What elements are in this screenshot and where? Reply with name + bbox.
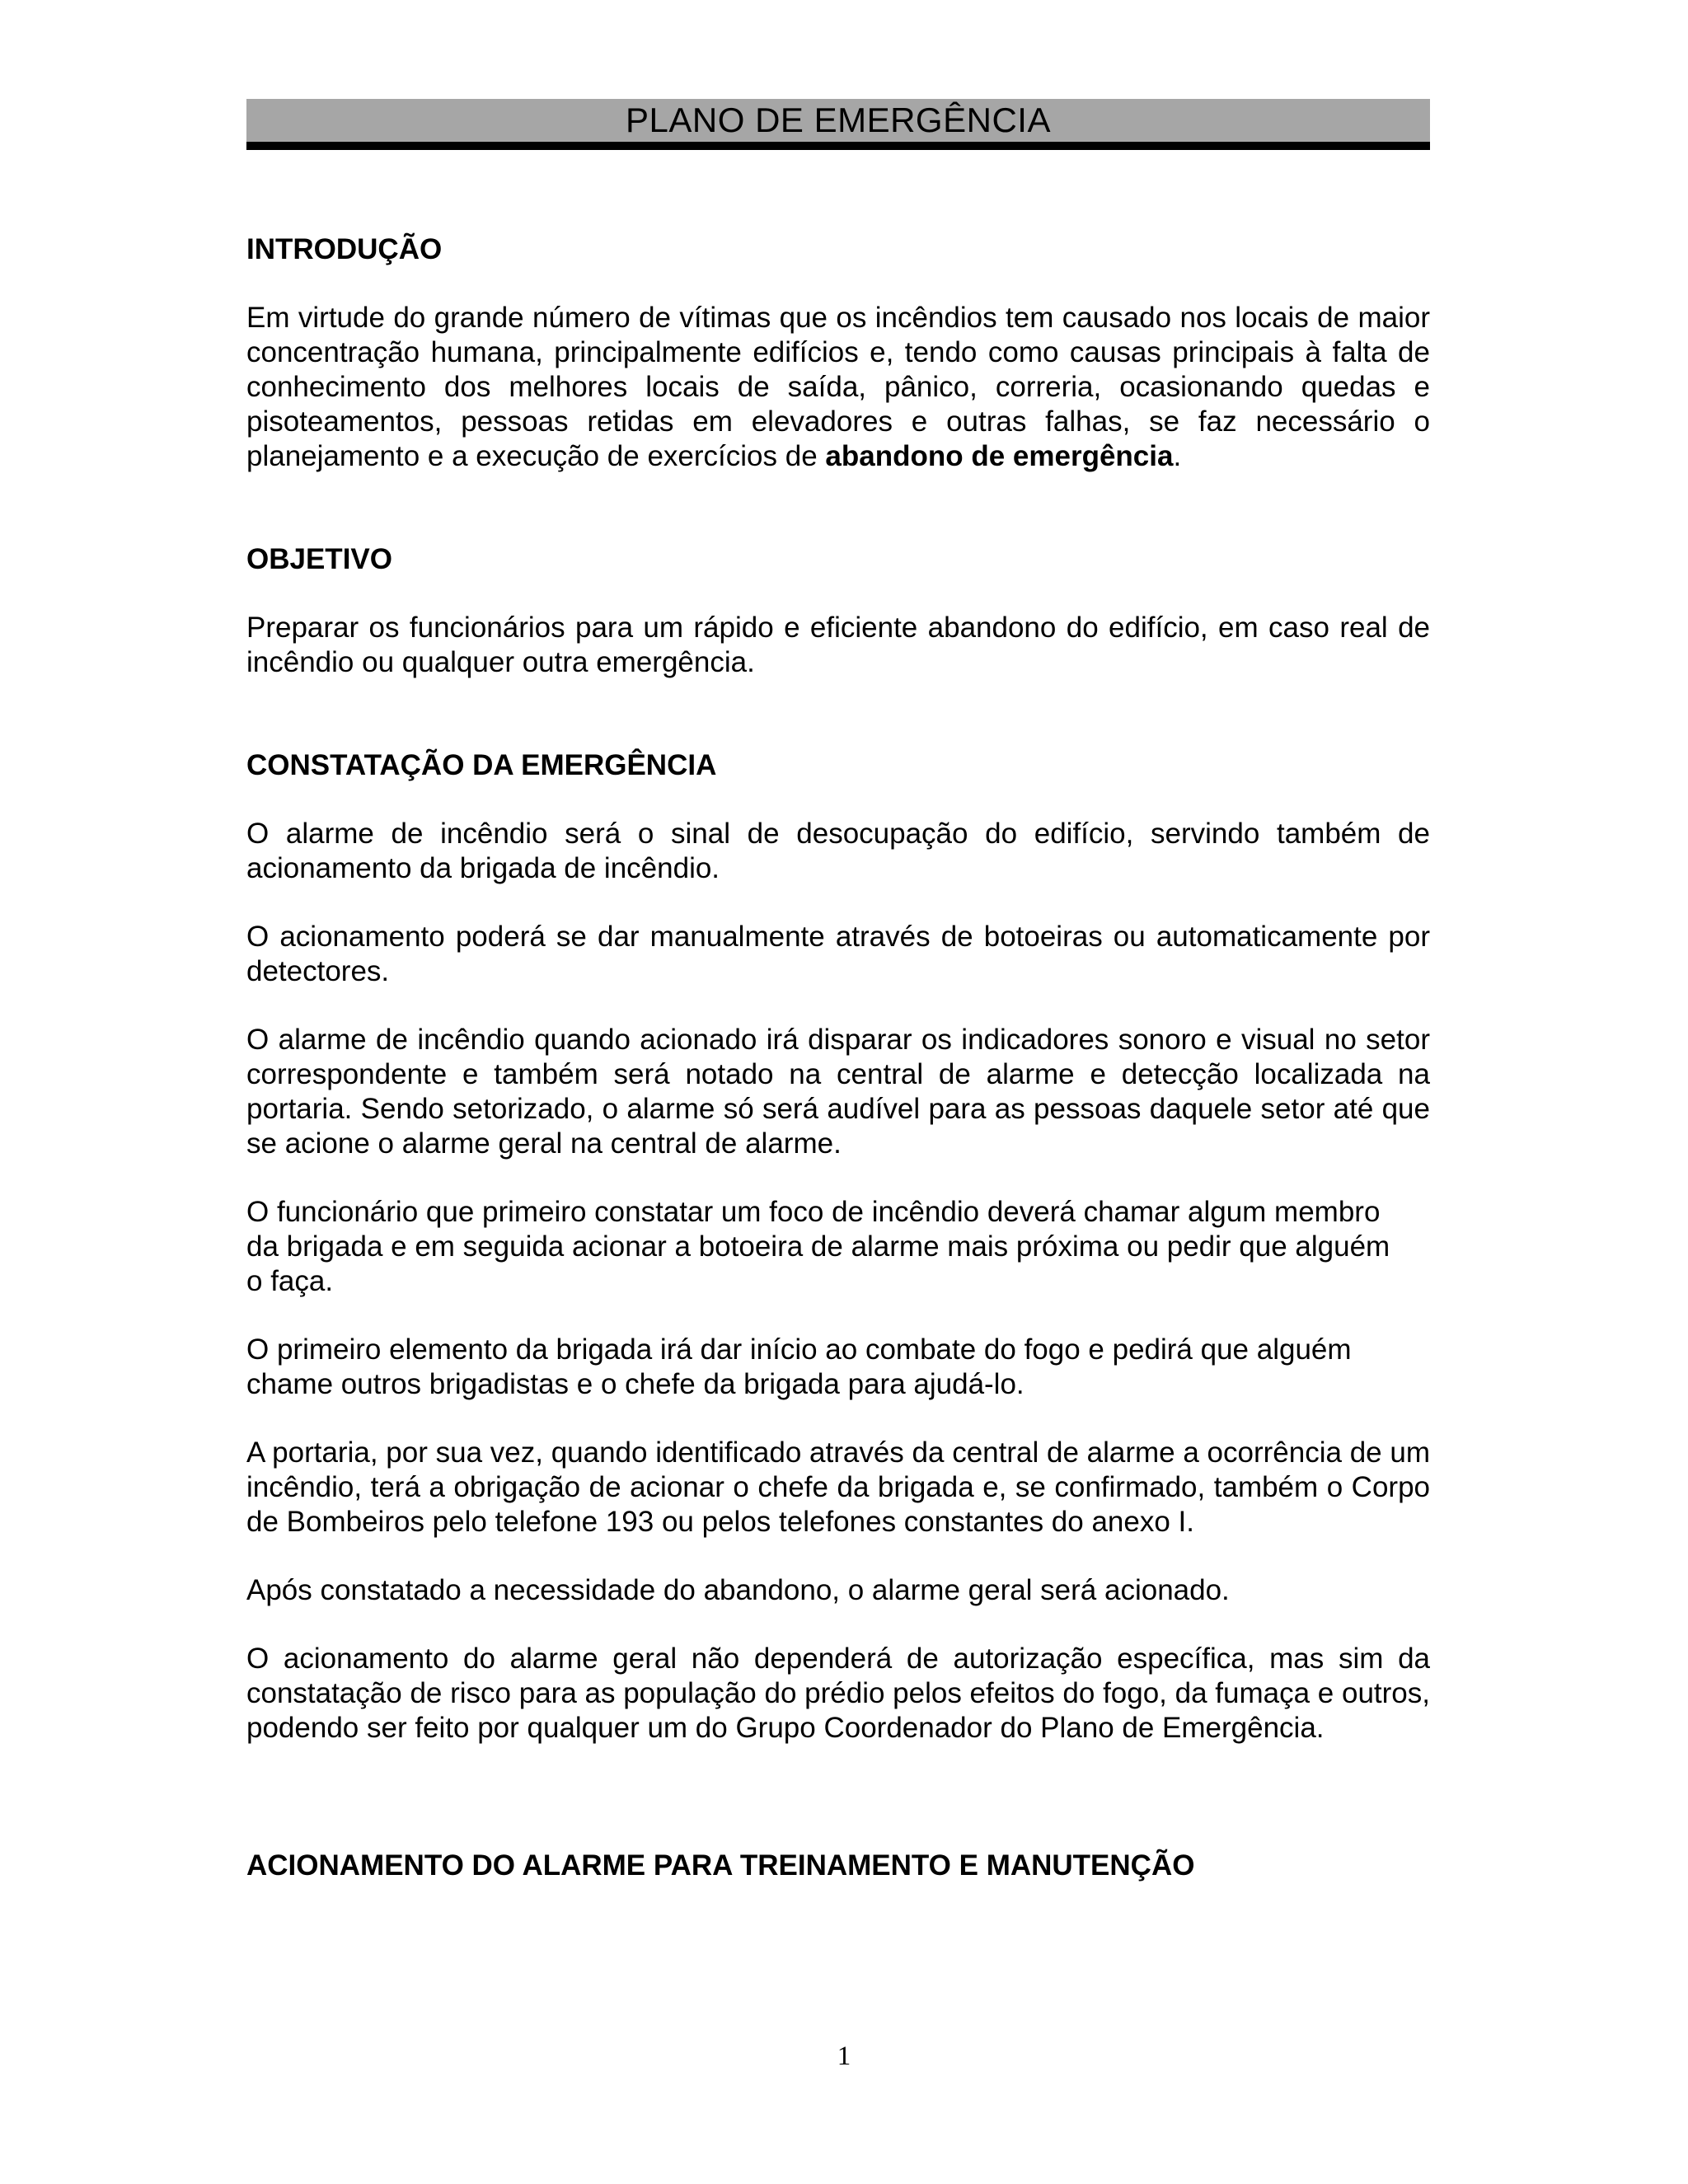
constatacao-paragraph-6: A portaria, por sua vez, quando identificado através da central de alarme a ocorrência de um incêndio, terá a obrigação de acionar o chefe da brigada e, se confirmado, também o Corpo de Bombeiros pelo telefone 193 ou pelos telefones constantes do anexo I.: [246, 1436, 1430, 1538]
constatacao-paragraph-8: O acionamento do alarme geral não dependerá de autorização específica, mas sim da constatação de risco para as população do prédio pelos efeitos do fogo, da fumaça e outros, podendo ser feito por qualquer um do Grupo Coordenador do Plano de Emergência.: [246, 1643, 1430, 1744]
constatacao-paragraph-4: O funcionário que primeiro constatar um foco de incêndio deverá chamar algum membro da brigada e em seguida acionar a botoeira de alarme mais próxima ou pedir que alguém o faça.: [246, 1196, 1390, 1297]
section-heading-constatacao: CONSTATAÇÃO DA EMERGÊNCIA: [246, 749, 717, 781]
document-title-bar: [246, 99, 1430, 150]
constatacao-paragraph-2: O acionamento poderá se dar manualmente através de botoeiras ou automaticamente por detectores.: [246, 921, 1430, 987]
constatacao-paragraph-5: O primeiro elemento da brigada irá dar início ao combate do fogo e pedirá que alguém chame outros brigadistas e o chefe da brigada para ajudá-lo.: [246, 1333, 1352, 1400]
constatacao-paragraph-3: O alarme de incêndio quando acionado irá disparar os indicadores sonoro e visual no setor correspondente e também será notado na central de alarme e detecção localizada na portaria. Sendo setorizado, o alarme só será audível para as pessoas daquele setor até que se acione o alarme geral na central de alarme.: [246, 1024, 1430, 1160]
introducao-paragraph-end: .: [1173, 440, 1182, 472]
constatacao-paragraph-1: O alarme de incêndio será o sinal de desocupação do edifício, servindo também de acionamento da brigada de incêndio.: [246, 818, 1430, 884]
section-heading-acionamento: ACIONAMENTO DO ALARME PARA TREINAMENTO E MANUTENÇÃO: [246, 1849, 1195, 1882]
introducao-paragraph: [246, 301, 1430, 474]
page-number: 1: [837, 2041, 851, 2071]
constatacao-paragraph-7: Após constatado a necessidade do abandono, o alarme geral será acionado.: [246, 1574, 1230, 1606]
section-heading-objetivo: OBJETIVO: [246, 543, 392, 575]
document-body: [246, 232, 1430, 1883]
document-title: PLANO DE EMERGÊNCIA: [626, 101, 1051, 139]
introducao-paragraph-bold: abandono de emergência: [825, 440, 1174, 472]
section-heading-introducao: INTRODUÇÃO: [246, 233, 443, 265]
objetivo-paragraph: Preparar os funcionários para um rápido e eficiente abandono do edifício, em caso real de incêndio ou qualquer outra emergência.: [246, 612, 1430, 678]
introducao-paragraph-text: Em virtude do grande número de vítimas que os incêndios tem causado nos locais de maior concentração humana, principalmente edifícios e, tendo como causas principais à falta de conhecimento dos melhores locais de saída, pânico, correria, ocasionando quedas e pisoteamentos, pessoas retidas em elevadores e outras falhas, se faz necessário o planejamento e a execução de exercícios de: [246, 302, 1430, 472]
